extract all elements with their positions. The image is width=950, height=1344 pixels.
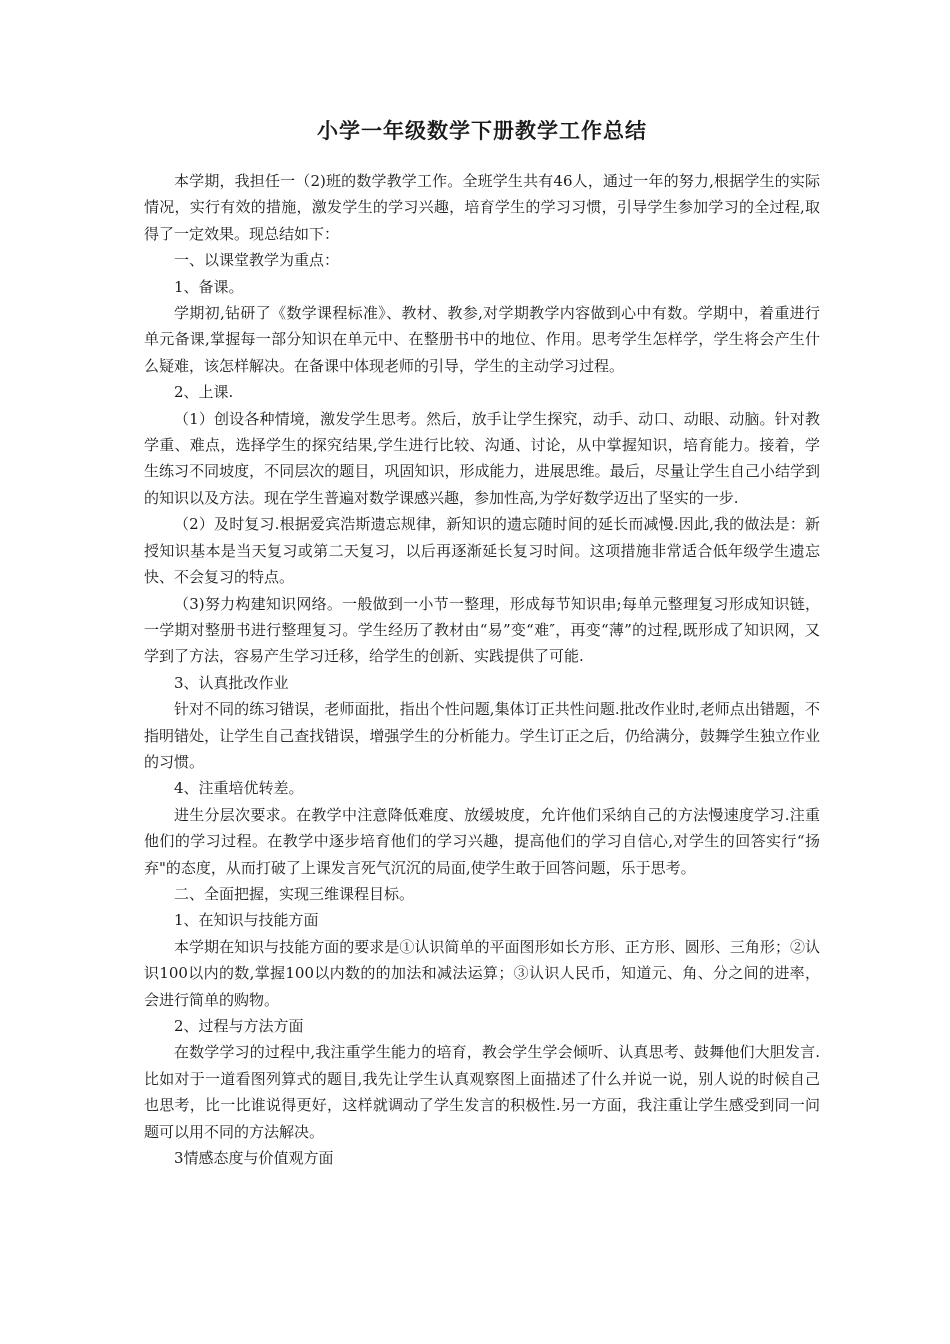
paragraph-class-3: （3)努力构建知识网络。一般做到一小节一整理，形成每节知识串;每单元整理复习形成知识链，一学期对整册书进行整理复习。学生经历了教材由“易”变“难″，再变“薄”的过程,既形成了知识网，又学到了方法，容易产生学习迁移，给学生的创新、实践提供了可能. [144, 594, 820, 666]
subheading-prepare: 1、备课。 [174, 277, 244, 296]
paragraph-homework: 针对不同的练习错误，老师面批，指出个性问题,集体订正共性问题.批改作业时,老师点出错题，不指明错处，让学生自己查找错误，增强学生的分析能力。学生订正之后，仍给满分，鼓舞学生独立作业的习惯。 [144, 700, 820, 771]
subheading-homework: 3、认真批改作业 [174, 673, 289, 692]
paragraph-intro: 本学期，我担任一（2)班的数学教学工作。全班学生共有46人，通过一年的努力,根据学生的实际情况，实行有效的措施，激发学生的学习兴趣，培育学生的学习习惯，引导学生参加学习的全过程,取得了一定效果。现总结如下： [144, 172, 820, 243]
subheading-class: 2、上课. [174, 383, 234, 402]
paragraph-process: 在数学学习的过程中,我注重学生能力的培育，教会学生学会倾听、认真思考、鼓舞他们大胆发言.比如对于一道看图列算式的题目,我先让学生认真观察图上面描述了什么并说一说，别人说的时候自己也思考，比一比谁说得更好，这样就调动了学生发言的积极性.另一方面，我注重让学生感受到同一问题可以用不同的方法解决。 [144, 1043, 820, 1141]
section-heading-1: 一、以课堂教学为重点： [174, 251, 340, 270]
subheading-knowledge: 1、在知识与技能方面 [174, 911, 319, 930]
paragraph-prepare: 学期初,钻研了《数学课程标准》、教材、教参,对学期教学内容做到心中有数。学期中，着重进行单元备课,掌握每一部分知识在单元中、在整册书中的地位、作用。思考学生怎样学，学生将会产生什么疑难，该怎样解决。在备课中体现老师的引导，学生的主动学习过程。 [144, 304, 820, 375]
paragraph-knowledge: 本学期在知识与技能方面的要求是①认识简单的平面图形如长方形、正方形、圆形、三角形；②认识100以内的数,掌握100以内数的的加法和减法运算；③认识人民币，知道元、角、分之间的进率，会进行简单的购物。 [144, 937, 820, 1009]
subheading-process: 2、过程与方法方面 [174, 1017, 304, 1035]
subheading-tutoring: 4、注重培优转差。 [174, 779, 304, 798]
paragraph-tutoring: 进生分层次要求。在教学中注意降低难度、放缓坡度，允许他们采纳自己的方法慢速度学习.注重他们的学习过程。在教学中逐步培育他们的学习兴趣，提高他们的学习自信心,对学生的回答实行“扬弃"的态度，从而打破了上课发言死气沉沉的局面,使学生敢于回答问题，乐于思考。 [144, 805, 820, 877]
document-title: 小学一年级数学下册教学工作总结 [317, 119, 647, 143]
subheading-attitude: 3情感态度与价值观方面 [174, 1149, 334, 1168]
paragraph-class-1: （1）创设各种情境，激发学生思考。然后，放手让学生探究，动手、动口、动眼、动脑。针对教学重、难点，选择学生的探究结果,学生进行比较、沟通、讨论，从中掌握知识，培育能力。接着，学生练习不同坡度，不同层次的题目，巩固知识，形成能力，进展思维。最后，尽量让学生自己小结学到的知识以及方法。现在学生普遍对数学课感兴趣，参加性高,为学好数学迈出了坚实的一步. [144, 409, 820, 507]
section-heading-2: 二、全面把握，实现三维课程目标。 [174, 884, 415, 903]
document-page [144, 108, 820, 1171]
paragraph-class-2: （2）及时复习.根据爱宾浩斯遗忘规律，新知识的遗忘随时间的延长而减慢.因此,我的做法是：新授知识基本是当天复习或第二天复习，以后再逐渐延长复习时间。这项措施非常适合低年级学生遗忘快、不会复习的特点。 [144, 515, 820, 587]
